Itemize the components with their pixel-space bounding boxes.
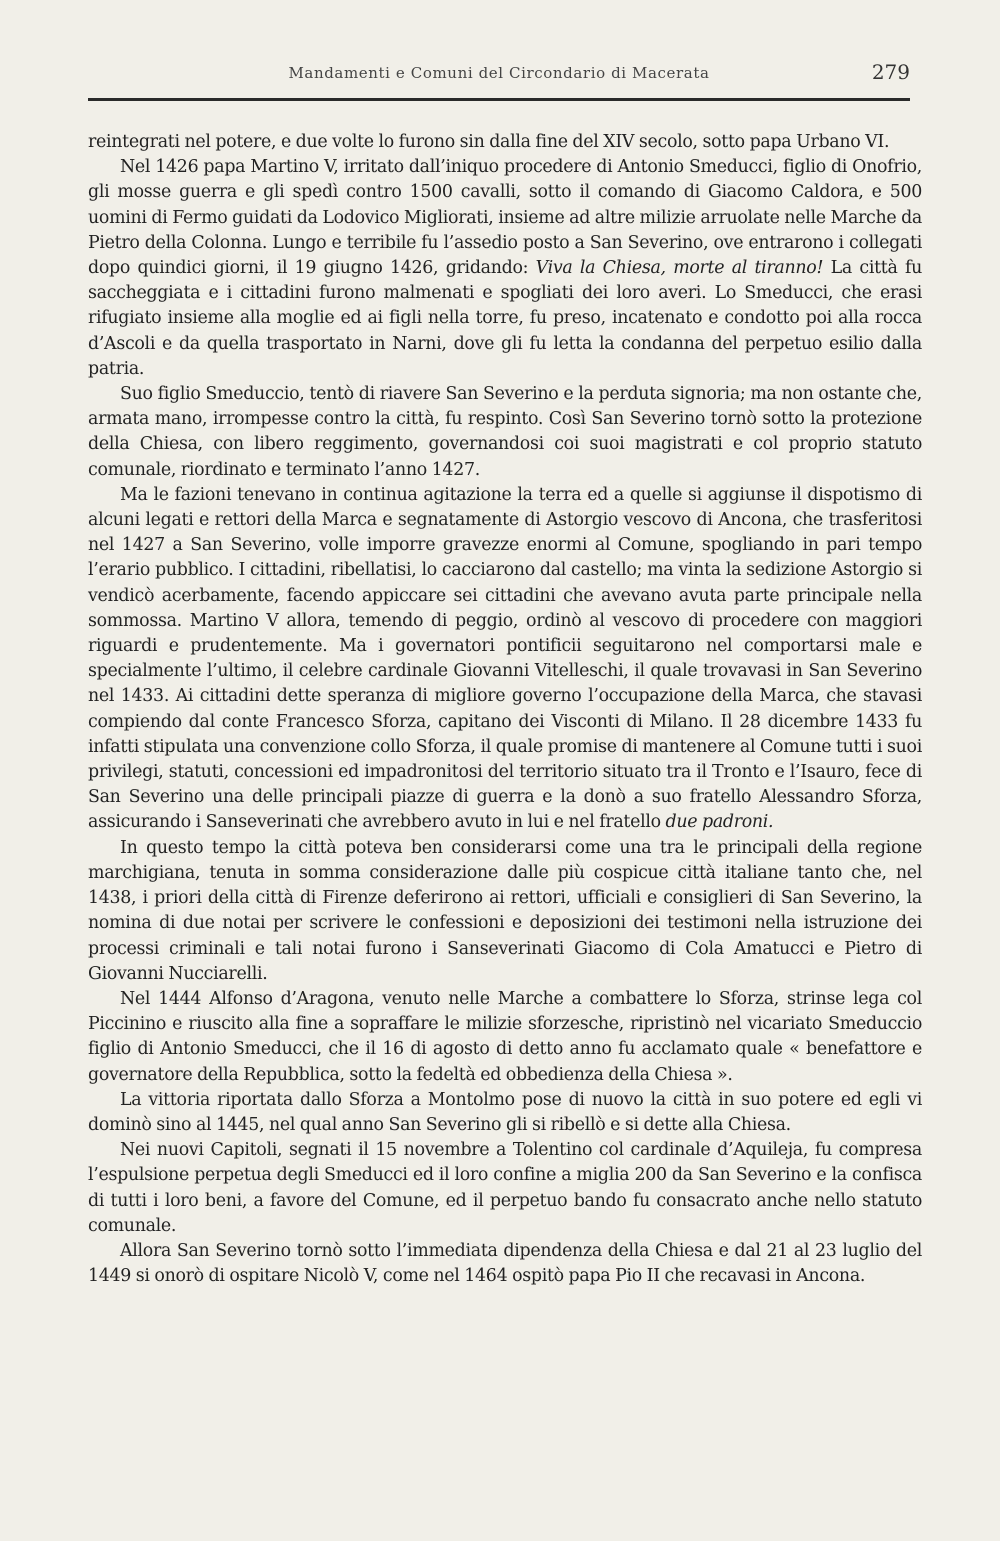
- paragraph-2-text-before: Nel 1426 papa Martino V, irritato dall’iniquo procedere di Antonio Smeducci, figlio di Onofrio, gli mosse guerra e gli spedì contro 1500 cavalli, sotto il comando di Giacomo Caldora, e 500 uomini di Fermo guidati da Lodovico Migliorati, insieme ad altre milizie arruolate nelle Marche da Pietro della Colonna. Lungo e terribile fu l’assedio posto a San Severino, ove entrarono i collegati dopo quindici giorni, il 19 giugno 1426, gridando:: [88, 157, 922, 279]
- body-text: [88, 130, 922, 1289]
- paragraph-6: [88, 987, 922, 1088]
- paragraph-6-text: Nel 1444 Alfonso d’Aragona, venuto nelle Marche a combattere lo Sforza, strinse lega col Piccinino e riuscito alla fine a sopraffare le milizie sforzesche, ripristinò nel vicariato Smeduccio figlio di Antonio Smeducci, che il 16 di agosto di detto anno fu acclamato quale « benefattore e governatore della Repubblica, sotto la fedeltà ed obbedienza della Chiesa ».: [88, 988, 922, 1085]
- paragraph-9-text: Allora San Severino tornò sotto l’immediata dipendenza della Chiesa e dal 21 al 23 luglio del 1449 si onorò di ospitare Nicolò V, come nel 1464 ospitò papa Pio II che recavasi in Ancona.: [88, 1240, 922, 1287]
- header-rule: [88, 98, 910, 101]
- paragraph-9: [88, 1239, 922, 1289]
- running-title: Mandamenti e Comuni del Circondario di Macerata: [288, 64, 710, 82]
- paragraph-1: [88, 130, 922, 155]
- paragraph-4-italic-phrase: due padroni.: [665, 812, 774, 833]
- paragraph-4-text: Ma le fazioni tenevano in continua agitazione la terra ed a quelle si aggiunse il dispotismo di alcuni legati e rettori della Marca e segnatamente di Astorgio vescovo di Ancona, che trasferitosi nel 1427 a San Severino, volle imporre gravezze enormi al Comune, spogliando in pari tempo l’erario pubblico. I cittadini, ribellatisi, lo cacciarono dal castello; ma vinta la sedizione Astorgio si vendicò acerbamente, facendo appiccare sei cittadini che avevano avuta parte principale nella sommossa. Martino V allora, temendo di peggio, ordinò al vescovo di procedere con maggiori riguardi e prudentemente. Ma i governatori pontificii seguitarono nel comportarsi male e specialmente l’ultimo, il celebre cardinale Giovanni Vitelleschi, il quale trovavasi in San Severino nel 1433. Ai cittadini dette speranza di migliore governo l’occupazione della Marca, che stavasi compiendo dal conte Francesco Sforza, capitano dei Visconti di Milano. Il 28 dicembre 1433 fu infatti stipulata una convenzione collo Sforza, il quale promise di mantenere al Comune tutti i suoi privilegi, statuti, concessioni ed impadronitosi del territorio situato tra il Tronto e l’Isauro, fece di San Severino una delle principali piazze di guerra e la donò a suo fratello Alessandro Sforza, assicurando i Sanseverinati che avrebbero avuto in lui e nel fratello: [88, 484, 922, 833]
- paragraph-2-text-after: La città fu saccheggiata e i cittadini furono malmenati e spogliati dei loro averi. Lo Smeducci, che erasi rifugiato insieme alla moglie ed ai figli nella torre, fu preso, incatenato e condotto poi alla rocca d’Ascoli e da quella trasportato in Narni, dove gli fu letta la condanna del perpetuo esilio dalla patria.: [88, 258, 923, 379]
- paragraph-2: [88, 155, 922, 382]
- paragraph-5-text: In questo tempo la città poteva ben considerarsi come una tra le principali della regione marchigiana, tenuta in somma considerazione dalle più cospicue città italiane tanto che, nel 1438, i priori della città di Firenze deferirono ai rettori, ufficiali e consiglieri di San Severino, la nomina di due notai per scrivere le confessioni e deposizioni dei testimoni nella istruzione dei processi criminali e tali notai furono i Sanseverinati Giacomo di Cola Amatucci e Pietro di Giovanni Nucciarelli.: [88, 837, 922, 984]
- paragraph-3-text: Suo figlio Smeduccio, tentò di riavere San Severino e la perduta signoria; ma non ostante che, armata mano, irrompesse contro la città, fu respinto. Così San Severino tornò sotto la protezione della Chiesa, con libero reggimento, governandosi coi suoi magistrati e col proprio statuto comunale, riordinato e terminato l’anno 1427.: [88, 384, 922, 480]
- paragraph-4: [88, 483, 922, 836]
- paragraph-8-text: Nei nuovi Capitoli, segnati il 15 novembre a Tolentino col cardinale d’Aquileja, fu compresa l’espulsione perpetua degli Smeducci ed il loro confine a miglia 200 da San Severino e la confisca di tutti i loro beni, a favore del Comune, ed il perpetuo bando fu consacrato anche nello statuto comunale.: [88, 1140, 922, 1236]
- paragraph-2-italic-quote: Viva la Chiesa, morte al tiranno!: [535, 258, 824, 279]
- paragraph-5: [88, 836, 922, 987]
- paragraph-1-text: reintegrati nel potere, e due volte lo furono sin dalla fine del XIV secolo, sotto papa Urbano VI.: [88, 132, 890, 152]
- page-header: [88, 58, 910, 98]
- paragraph-8: [88, 1138, 922, 1239]
- paragraph-7: [88, 1088, 922, 1138]
- page-number: 279: [871, 60, 910, 84]
- paragraph-7-text: La vittoria riportata dallo Sforza a Montolmo pose di nuovo la città in suo potere ed egli vi dominò sino al 1445, nel qual anno San Severino gli si ribellò e si dette alla Chiesa.: [88, 1089, 922, 1135]
- paragraph-3: [88, 382, 922, 483]
